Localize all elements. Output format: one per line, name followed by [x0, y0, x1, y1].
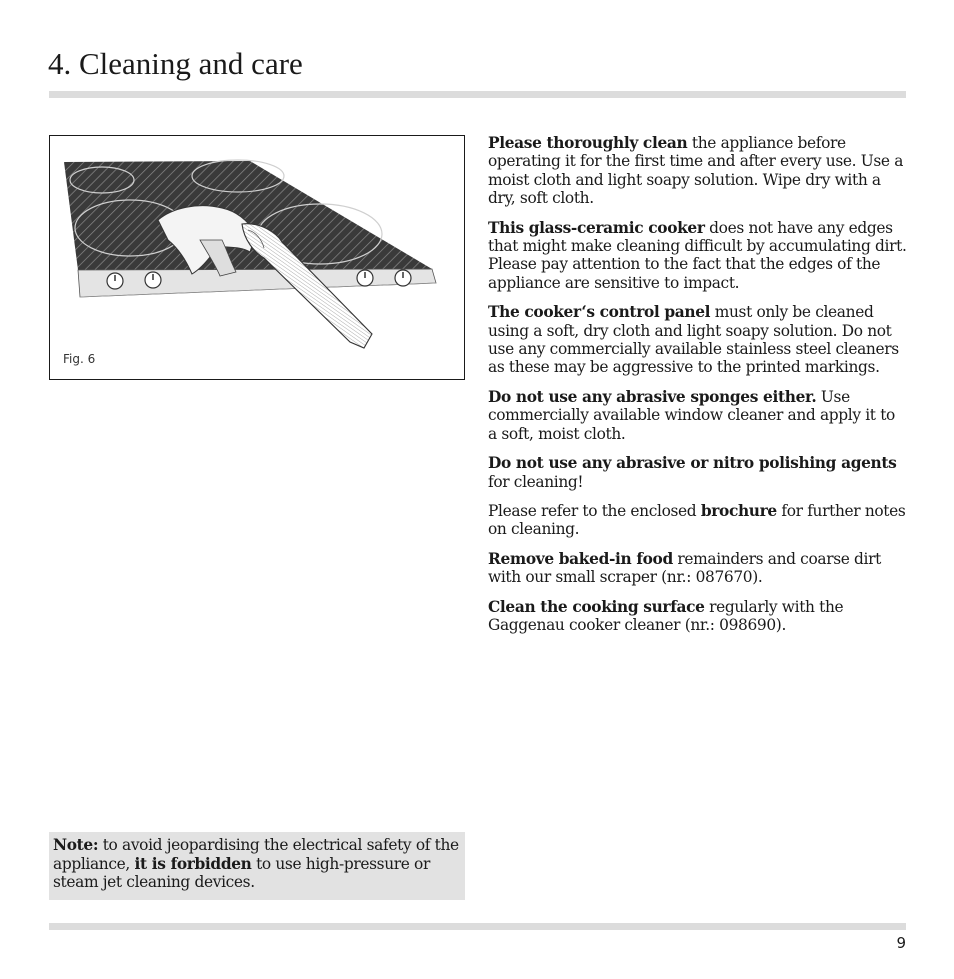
- page-number: 9: [896, 934, 906, 952]
- figure-caption: Fig. 6: [63, 352, 96, 366]
- control-knob-4: [395, 270, 411, 286]
- paragraph-glass-ceramic: This glass-ceramic cooker does not have any edges that might make cleaning difficult by accumulating dirt. Please pay attention to the fact that the edges of the appliance are sensitive to impact.: [488, 218, 907, 292]
- paragraph-control-panel: The cooker‘s control panel must only be cleaned using a soft, dry cloth and light soapy solution. Do not use any commercially available stainless steel cleaners as these may be aggressive to the printed markings.: [488, 303, 899, 377]
- header-rule: [49, 91, 906, 98]
- control-knob-3: [357, 270, 373, 286]
- control-panel-strip: [78, 269, 436, 297]
- cooktop-surface: [64, 161, 432, 270]
- paragraph-brochure: Please refer to the enclosed brochure for further notes on cleaning.: [488, 501, 906, 539]
- figure-6: [49, 135, 465, 380]
- paragraph-polishing-agents: Do not use any abrasive or nitro polishing agents for cleaning!: [488, 454, 897, 491]
- safety-note: Note: to avoid jeopardising the electrical safety of the appliance, it is forbidden to use high-pressure or steam jet cleaning devices.: [49, 832, 465, 900]
- paragraph-baked-in-food: Remove baked-in food remainders and coarse dirt with our small scraper (nr.: 087670).: [488, 549, 881, 587]
- instructions-column: [488, 134, 908, 645]
- paragraph-abrasive-sponges: Do not use any abrasive sponges either. Use commercially available window cleaner and apply it to a soft, moist cloth.: [488, 387, 895, 443]
- note-label: Note:: [53, 836, 99, 854]
- paragraph-thorough-clean: Please thoroughly clean the appliance before operating it for the first time and after every use. Use a moist cloth and light soapy solution. Wipe dry with a dry, soft cloth.: [488, 134, 904, 208]
- paragraph-cooking-surface: Clean the cooking surface regularly with the Gaggenau cooker cleaner (nr.: 098690).: [488, 597, 844, 634]
- control-knob-1: [107, 273, 123, 289]
- footer-rule: [49, 923, 906, 930]
- control-knob-2: [145, 272, 161, 288]
- page-title: 4. Cleaning and care: [48, 46, 303, 81]
- cooktop-wiping-illustration: [50, 136, 464, 379]
